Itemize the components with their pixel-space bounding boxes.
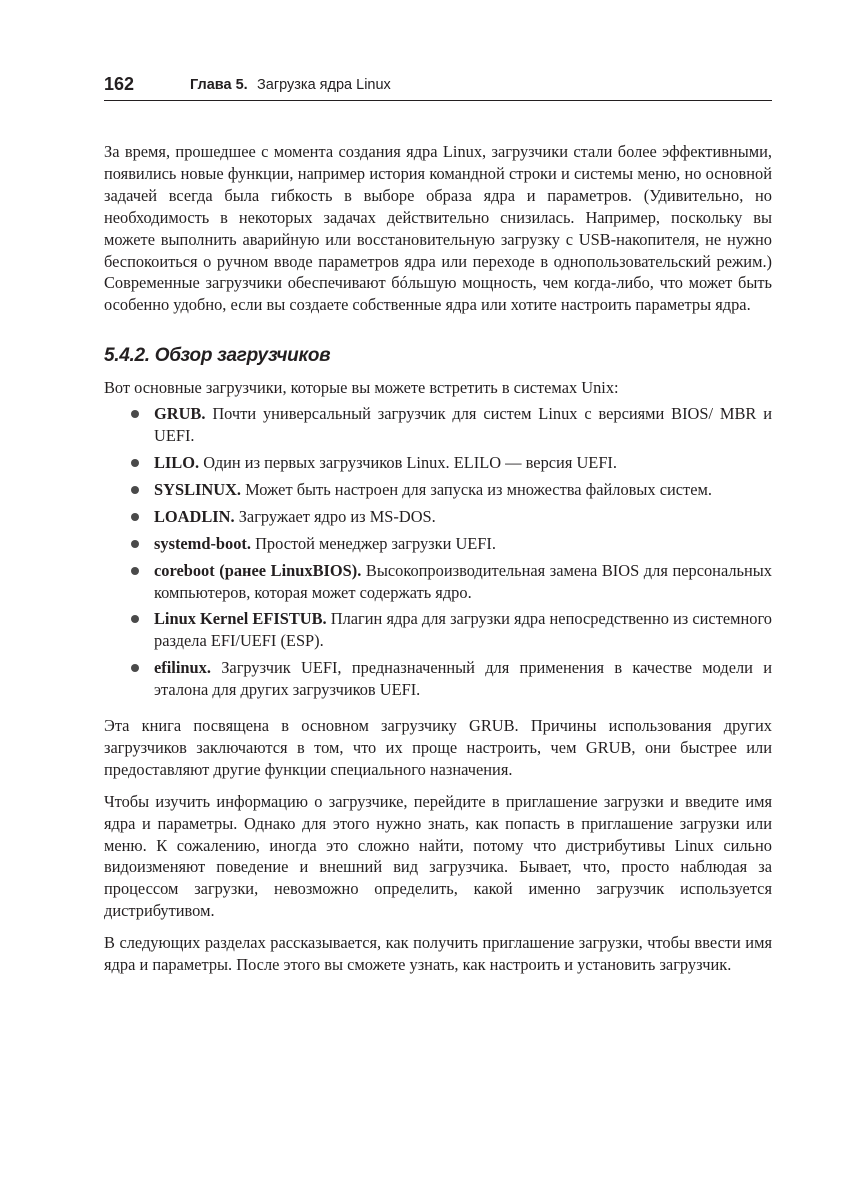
list-item	[104, 506, 772, 528]
list-item	[104, 479, 772, 501]
list-item-text: Может быть настроен для запуска из множества файловых систем.	[245, 479, 712, 499]
running-header	[104, 74, 772, 101]
chapter-title: Загрузка ядра Linux	[257, 77, 391, 93]
list-item-term: efilinux.	[154, 658, 211, 678]
bullet-icon	[131, 459, 139, 467]
list-item-text: Простой менеджер загрузки UEFI.	[255, 533, 496, 553]
list-item	[104, 560, 772, 604]
page-content	[104, 141, 772, 986]
list-item-term: GRUB.	[154, 404, 206, 424]
list-item-text: Загрузчик UEFI, предназначенный для применения в качестве модели и эталона для других загрузчиков UEFI.	[154, 658, 772, 700]
list-item-text: Плагин ядра для загрузки ядра непосредственно из системного раздела EFI/UEFI (ESP).	[154, 609, 772, 651]
list-item-term: LOADLIN.	[154, 506, 235, 526]
list-item-text: Загружает ядро из MS-DOS.	[238, 506, 436, 526]
section-lead: Вот основные загрузчики, которые вы можете встретить в системах Unix:	[104, 378, 619, 398]
bootloader-list	[104, 403, 772, 701]
list-item-text: Почти универсальный загрузчик для систем Linux с версиями BIOS/ MBR и UEFI.	[154, 404, 772, 446]
body-paragraph: В следующих разделах рассказывается, как получить приглашение загрузки, чтобы ввести имя ядра и параметры. После этого вы сможете узнать, как настроить и установить загрузчик.	[104, 933, 772, 975]
bullet-icon	[131, 567, 139, 575]
body-paragraph: Эта книга посвящена в основном загрузчику GRUB. Причины использования других загрузчиков заключаются в том, что их проще настроить, чем GRUB, они быстрее или предоставляют другие функции специального назначения.	[104, 716, 772, 779]
chapter-label: Глава 5.	[190, 77, 248, 93]
page-number: 162	[104, 74, 135, 94]
bullet-icon	[131, 615, 139, 623]
bullet-icon	[131, 410, 139, 418]
list-item	[104, 452, 772, 474]
section-heading: 5.4.2. Обзор загрузчиков	[104, 345, 331, 367]
list-item-term: systemd-boot.	[154, 533, 251, 553]
list-item-text: Один из первых загрузчиков Linux. ELILO — версия UEFI.	[203, 452, 617, 472]
intro-paragraph: За время, прошедшее с момента создания ядра Linux, загрузчики стали более эффективными, появились новые функции, например история командной строки и системы меню, но основной задачей всегда была гибкость в выборе образа ядра и параметров. (Удивительно, но необходимость в некоторых задачах действительно снизилась. Например, поскольку вы можете выполнить аварийную или восстановительную загрузку с USB-накопителя, не нужно беспокоиться о ручном вводе параметров ядра или переходе в однопользовательский режим.) Современные загрузчики обеспечивают бóльшую мощность, чем когда-либо, что может быть особенно удобно, если вы создаете собственные ядра или хотите настроить параметры ядра.	[104, 142, 772, 315]
bullet-icon	[131, 486, 139, 494]
list-item	[104, 533, 772, 555]
bullet-icon	[131, 540, 139, 548]
list-item-text: Высокопроизводительная замена BIOS для персональных компьютеров, которая может содержать ядро.	[154, 560, 772, 602]
list-item-term: coreboot (ранее LinuxBIOS).	[154, 560, 362, 580]
list-item-term: Linux Kernel EFISTUB.	[154, 609, 327, 629]
bullet-icon	[131, 664, 139, 672]
list-item	[104, 657, 772, 701]
body-paragraph: Чтобы изучить информацию о загрузчике, перейдите в приглашение загрузки и введите имя ядра и параметры. Однако для этого нужно знать, как попасть в приглашение загрузки или меню. К сожалению, иногда это сложно найти, потому что дистрибутивы Linux сильно видоизменяют поведение и внешний вид загрузчика. Бывает, что, просто наблюдая за процессом загрузки, невозможно определить, какой именно загрузчик используется дистрибутивом.	[104, 791, 772, 921]
list-item	[104, 403, 772, 447]
list-item	[104, 608, 772, 652]
list-item-term: LILO.	[154, 452, 200, 472]
list-item-term: SYSLINUX.	[154, 479, 241, 499]
bullet-icon	[131, 513, 139, 521]
